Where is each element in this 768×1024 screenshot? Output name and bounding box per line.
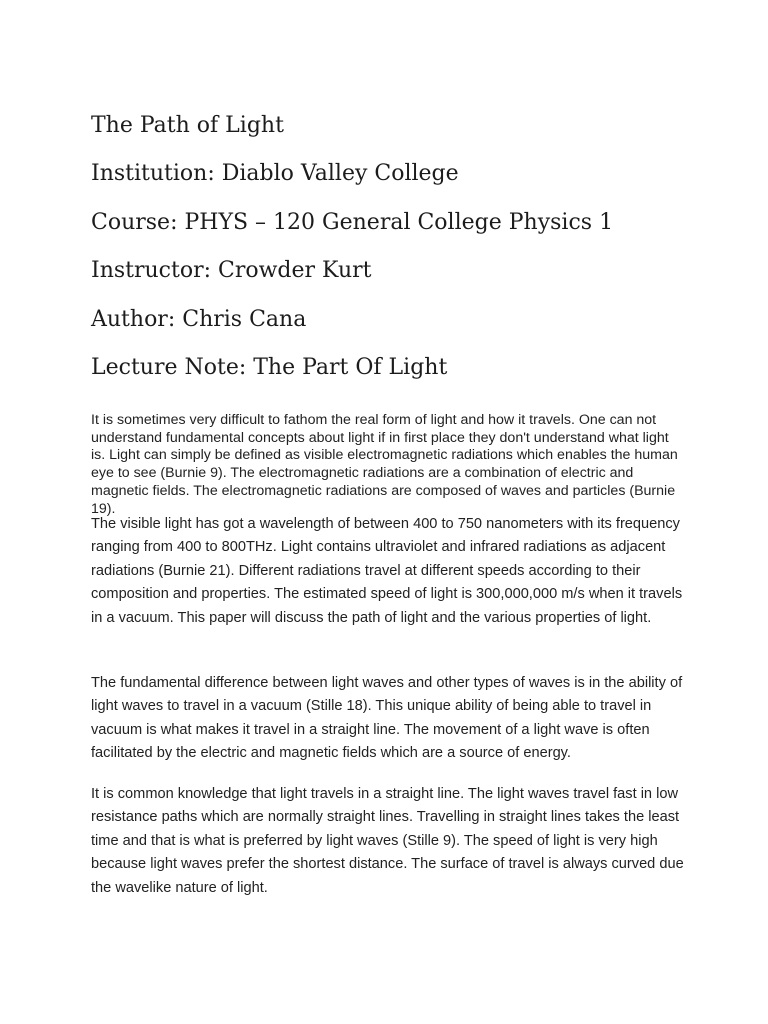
body-paragraph-3: It is common knowledge that light travels in a straight line. The light waves travel fast in low resistance paths which are normally straight lines. Travelling in straight lines takes the least time and that is what is preferred by light waves (Stille 9). The speed of light is very high because light waves prefer the shortest distance. The surface of travel is always curved due the wavelike nature of light. — [91, 786, 684, 896]
institution-line: Institution: Diablo Valley College — [91, 161, 459, 187]
instructor-line: Instructor: Crowder Kurt — [91, 258, 372, 284]
course-line: Course: PHYS – 120 General College Physics 1 — [91, 209, 614, 235]
lecture-note-line: Lecture Note: The Part Of Light — [91, 354, 448, 380]
intro-paragraph: It is sometimes very difficult to fathom the real form of light and how it travels. One can not understand fundamental concepts about light if in first place they don't understand what light is. Light can simply be defined as visible electromagnetic radiations which enables the human eye to see (Burnie 9). The electromagnetic radiations are a combination of electric and magnetic fields. The electromagnetic radiations are composed of waves and particles (Burnie 19). — [91, 412, 678, 517]
author-line: Author: Chris Cana — [91, 306, 307, 332]
document-title: The Path of Light — [91, 113, 284, 138]
document-header — [91, 111, 731, 401]
body-paragraph-1: The visible light has got a wavelength of between 400 to 750 nanometers with its frequency ranging from 400 to 800THz. Light contains ultraviolet and infrared radiations as adjacent radiations (Burnie 21). Different radiations travel at different speeds according to their composition and properties. The estimated speed of light is 300,000,000 m/s when it travels in a vacuum. This paper will discuss the path of light and the various properties of light. — [91, 516, 683, 626]
body-paragraph-2: The fundamental difference between light waves and other types of waves is in the ability of light waves to travel in a vacuum (Stille 18). This unique ability of being able to travel in vacuum is what makes it travel in a straight line. The movement of a light wave is often facilitated by the electric and magnetic fields which are a source of energy. — [91, 675, 683, 762]
